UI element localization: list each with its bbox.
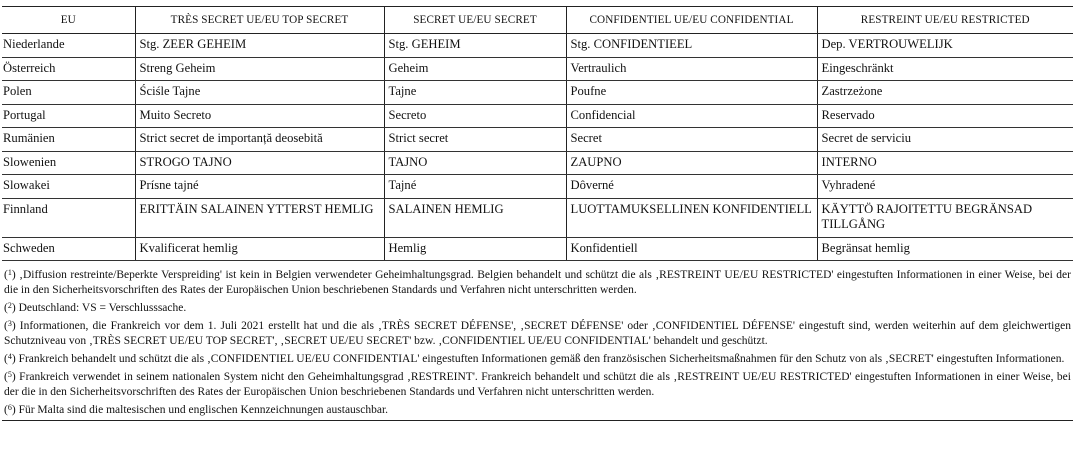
confidential-cell: Secret (566, 128, 817, 152)
restricted-cell: KÄYTTÖ RAJOITETTU BEGRÄNSAD TILLGÅNG (817, 198, 1073, 237)
country-cell: Slowakei (2, 175, 135, 199)
col-header-eu: EU (2, 7, 135, 34)
secret-cell: SALAINEN HEMLIG (384, 198, 566, 237)
footnote-text: Informationen, die Frankreich vor dem 1. Juli 2021 erstellt hat und die als ‚TRÈS SECRET DÉFENSE', ‚SECRET DÉFENSE' oder ‚CONFIDENTIEL DÉFENSE' eingestuft sind, werden weiterhin auf dem gleichwertigen Schutzniveau von ‚TRÈS SECRET UE/EU TOP SECRET', ‚SECRET UE/EU SECRET' bzw. ‚CONFIDENTIEL UE/EU CONFIDENTIAL' behandelt und geschützt. (4, 320, 1071, 347)
country-cell: Slowenien (2, 151, 135, 175)
footnote-mark: 2 (7, 301, 12, 310)
footnote-text: Deutschland: VS = Verschlusssache. (18, 302, 187, 314)
restricted-cell: Dep. VERTROUWELIJK (817, 34, 1073, 58)
secret-cell: Stg. GEHEIM (384, 34, 566, 58)
confidential-cell: Confidencial (566, 104, 817, 128)
restricted-cell: Secret de serviciu (817, 128, 1073, 152)
top-secret-cell: Prísne tajné (135, 175, 384, 199)
table-row (2, 198, 1073, 237)
secret-cell: Strict secret (384, 128, 566, 152)
footnote-mark: 4 (7, 352, 12, 361)
secret-cell: TAJNO (384, 151, 566, 175)
footnote: ($^6$) Für Malta sind die maltesischen und englischen Kennzeichnungen austauschbar. (4, 403, 389, 416)
confidential-cell: Konfidentiell (566, 237, 817, 261)
confidential-cell: LUOTTAMUKSELLINEN KONFIDENTIELL (566, 198, 817, 237)
confidential-cell: Poufne (566, 81, 817, 105)
footnote-mark: 6 (7, 403, 12, 412)
secret-cell: Geheim (384, 57, 566, 81)
confidential-cell: ZAUPNO (566, 151, 817, 175)
table-header-row (2, 7, 1073, 34)
restricted-cell: Zastrzeżone (817, 81, 1073, 105)
country-cell: Österreich (2, 57, 135, 81)
country-cell: Rumänien (2, 128, 135, 152)
footnote: ($^2$) Deutschland: VS = Verschlusssache. (4, 301, 187, 314)
footnote-mark: 3 (7, 319, 12, 328)
footnote: ($^1$) ‚Diffusion restreinte/Beperkte Verspreiding' ist kein in Belgien verwendeter Geheimhaltungsgrad. Belgien behandelt und schützt die als ‚RESTREINT UE/EU RESTRICTED' eingestuften Informationen in einer Weise, bei der die in den Sicherheitsvorschriften des Rates der Europäischen Union beschriebenen Standards und Verfahren nicht unterschritten werden. (4, 268, 1071, 296)
footnote-mark: 5 (7, 370, 12, 379)
table-row (2, 104, 1073, 128)
table-row (2, 151, 1073, 175)
confidential-cell: Dôverné (566, 175, 817, 199)
top-secret-cell: Stg. ZEER GEHEIM (135, 34, 384, 58)
top-secret-cell: ERITTÄIN SALAINEN YTTERST HEMLIG (135, 198, 384, 237)
top-secret-cell: Ściśle Tajne (135, 81, 384, 105)
footnote: ($^5$) Frankreich verwendet in seinem nationalen System nicht den Geheimhaltungsgrad ‚RESTREINT'. Frankreich behandelt und schützt die als ‚RESTREINT UE/EU RESTRICTED' eingestuften Informationen in einer Weise, bei der die in den Sicherheitsvorschriften des Rates der Europäischen Union beschriebenen Standards und Verfahren nicht unterschritten werden. (4, 370, 1071, 398)
classification-table (2, 6, 1073, 261)
secret-cell: Secreto (384, 104, 566, 128)
col-header-confidential: CONFIDENTIEL UE/EU CONFIDENTIAL (566, 7, 817, 34)
table-row (2, 34, 1073, 58)
top-secret-cell: Kvalificerat hemlig (135, 237, 384, 261)
restricted-cell: Eingeschränkt (817, 57, 1073, 81)
top-secret-cell: Streng Geheim (135, 57, 384, 81)
footnote: ($^3$) Informationen, die Frankreich vor dem 1. Juli 2021 erstellt hat und die als ‚TRÈS SECRET DÉFENSE', ‚SECRET DÉFENSE' oder ‚CONFIDENTIEL DÉFENSE' eingestuft sind, werden weiterhin auf dem gleichwertigen Schutzniveau von ‚TRÈS SECRET UE/EU TOP SECRET', ‚SECRET UE/EU SECRET' bzw. ‚CONFIDENTIEL UE/EU CONFIDENTIAL' behandelt und geschützt. (4, 319, 1071, 347)
restricted-cell: Vyhradené (817, 175, 1073, 199)
footnotes (2, 265, 1073, 418)
confidential-cell: Vertraulich (566, 57, 817, 81)
confidential-cell: Stg. CONFIDENTIEEL (566, 34, 817, 58)
top-secret-cell: Muito Secreto (135, 104, 384, 128)
restricted-cell: INTERNO (817, 151, 1073, 175)
table-row (2, 175, 1073, 199)
col-header-restricted: RESTREINT UE/EU RESTRICTED (817, 7, 1073, 34)
table-row (2, 128, 1073, 152)
footnote-text: Für Malta sind die maltesischen und englischen Kennzeichnungen austauschbar. (18, 404, 389, 416)
country-cell: Finnland (2, 198, 135, 237)
footnote-mark: 1 (7, 268, 12, 277)
table-row (2, 237, 1073, 261)
country-cell: Niederlande (2, 34, 135, 58)
country-cell: Schweden (2, 237, 135, 261)
restricted-cell: Begränsat hemlig (817, 237, 1073, 261)
restricted-cell: Reservado (817, 104, 1073, 128)
secret-cell: Tajne (384, 81, 566, 105)
footnote-text: Frankreich behandelt und schützt die als ‚CONFIDENTIEL UE/EU CONFIDENTIAL' eingestuften Informationen gemäß den französischen Sicherheitsmaßnahmen für den Schutz von als ‚SECRET' eingestuften Informationen. (18, 353, 1065, 365)
footnote-text: ‚Diffusion restreinte/Beperkte Verspreiding' ist kein in Belgien verwendeter Geheimhaltungsgrad. Belgien behandelt und schützt die als ‚RESTREINT UE/EU RESTRICTED' eingestuften Informationen in einer Weise, bei der die in den Sicherheitsvorschriften des Rates der Europäischen Union beschriebenen Standards und Verfahren nicht unterschritten werden. (4, 269, 1071, 296)
top-secret-cell: Strict secret de importanță deosebită (135, 128, 384, 152)
table-row (2, 57, 1073, 81)
secret-cell: Hemlig (384, 237, 566, 261)
country-cell: Portugal (2, 104, 135, 128)
classification-document (2, 6, 1073, 421)
col-header-top-secret: TRÈS SECRET UE/EU TOP SECRET (135, 7, 384, 34)
col-header-secret: SECRET UE/EU SECRET (384, 7, 566, 34)
footnote-text: Frankreich verwendet in seinem nationalen System nicht den Geheimhaltungsgrad ‚RESTREINT'. Frankreich behandelt und schützt die als ‚RESTREINT UE/EU RESTRICTED' eingestuften Informationen in einer Weise, bei der die in den Sicherheitsvorschriften des Rates der Europäischen Union beschriebenen Standards und Verfahren nicht unterschritten werden. (4, 371, 1071, 398)
footnote: ($^4$) Frankreich behandelt und schützt die als ‚CONFIDENTIEL UE/EU CONFIDENTIAL' eingestuften Informationen gemäß den französischen Sicherheitsmaßnahmen für den Schutz von als ‚SECRET' eingestuften Informationen. (4, 352, 1065, 365)
bottom-rule (2, 420, 1073, 421)
secret-cell: Tajné (384, 175, 566, 199)
country-cell: Polen (2, 81, 135, 105)
top-secret-cell: STROGO TAJNO (135, 151, 384, 175)
table-row (2, 81, 1073, 105)
